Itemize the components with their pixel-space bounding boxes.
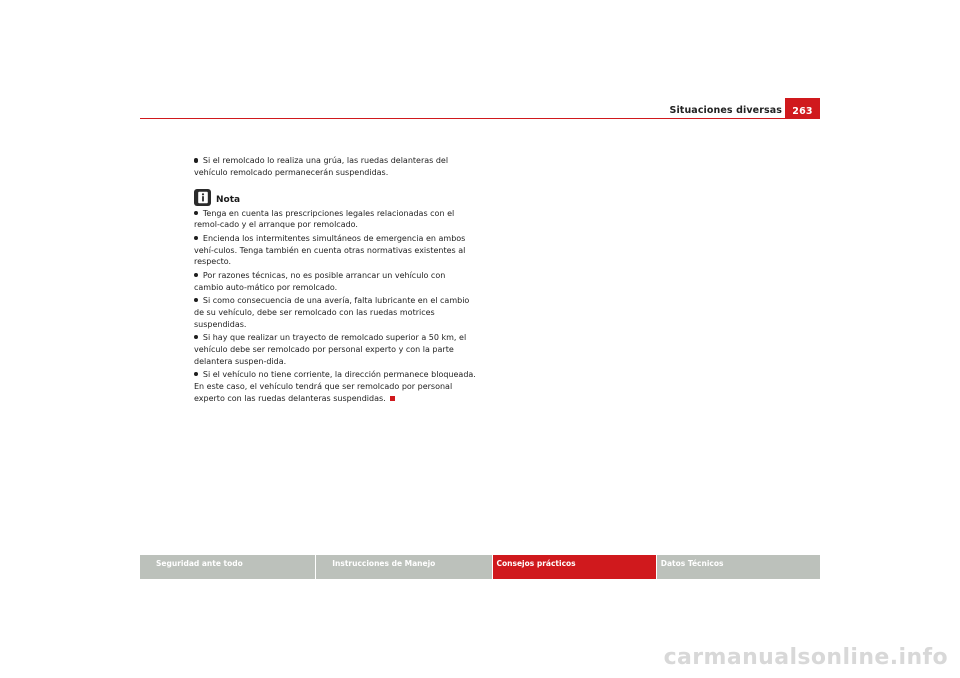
note-bullet-text: Tenga en cuenta las prescripciones legales relacionadas con el remol-cado y el arranque por remolcado.	[194, 208, 455, 230]
page-number: 263	[785, 98, 820, 118]
chapter-navigation	[140, 555, 820, 579]
note-bullet	[194, 233, 476, 268]
note-bullet-text: Si hay que realizar un trayecto de remolcado superior a 50 km, el vehículo debe ser remolcado por personal experto y con la parte delantera suspen-dida.	[194, 332, 467, 366]
bullet-icon	[194, 372, 198, 376]
watermark: carmanualsonline.info	[663, 645, 948, 670]
note-bullet	[194, 369, 476, 404]
note-label: Nota	[216, 195, 241, 206]
header-divider	[140, 118, 820, 119]
note-bullet-text: Encienda los intermitentes simultáneos de emergencia en ambos vehí-culos. Tenga también en cuenta otras normativas existentes al respecto.	[194, 233, 466, 267]
note-bullet	[194, 295, 476, 330]
tab-consejos-practicos[interactable]: Consejos prácticos	[493, 555, 656, 579]
note-info-icon	[194, 189, 211, 206]
note-bullet-text: Por razones técnicas, no es posible arrancar un vehículo con cambio auto-mático por remolcado.	[194, 270, 446, 292]
bullet-icon	[194, 273, 198, 277]
page-content	[194, 155, 476, 406]
intro-bullet-text: Si el remolcado lo realiza una grúa, las ruedas delanteras del vehículo remolcado permanecerán suspendidas.	[194, 156, 449, 177]
note-bullet	[194, 270, 476, 294]
bullet-icon	[194, 335, 198, 339]
bullet-icon	[194, 158, 198, 162]
bullet-icon	[194, 211, 198, 215]
section-title: Situaciones diversas	[669, 105, 782, 116]
bullet-icon	[194, 236, 198, 240]
note-heading	[194, 189, 476, 206]
end-marker-icon	[390, 396, 395, 401]
tab-instrucciones-de-manejo[interactable]: Instrucciones de Manejo	[316, 555, 491, 579]
tab-datos-tecnicos[interactable]: Datos Técnicos	[657, 555, 820, 579]
bullet-icon	[194, 298, 198, 302]
note-bullet-text: Si el vehículo no tiene corriente, la dirección permanece bloqueada. En este caso, el vehículo tendrá que ser remolcado por personal experto con las ruedas delanteras suspendidas.	[194, 369, 476, 403]
note-bullet-text: Si como consecuencia de una avería, falta lubricante en el cambio de su vehículo, debe ser remolcado con las ruedas motrices suspendidas.	[194, 295, 470, 329]
intro-bullet	[194, 155, 476, 179]
note-bullet	[194, 332, 476, 367]
note-bullet	[194, 208, 476, 232]
tab-seguridad-ante-todo[interactable]: Seguridad ante todo	[140, 555, 315, 579]
